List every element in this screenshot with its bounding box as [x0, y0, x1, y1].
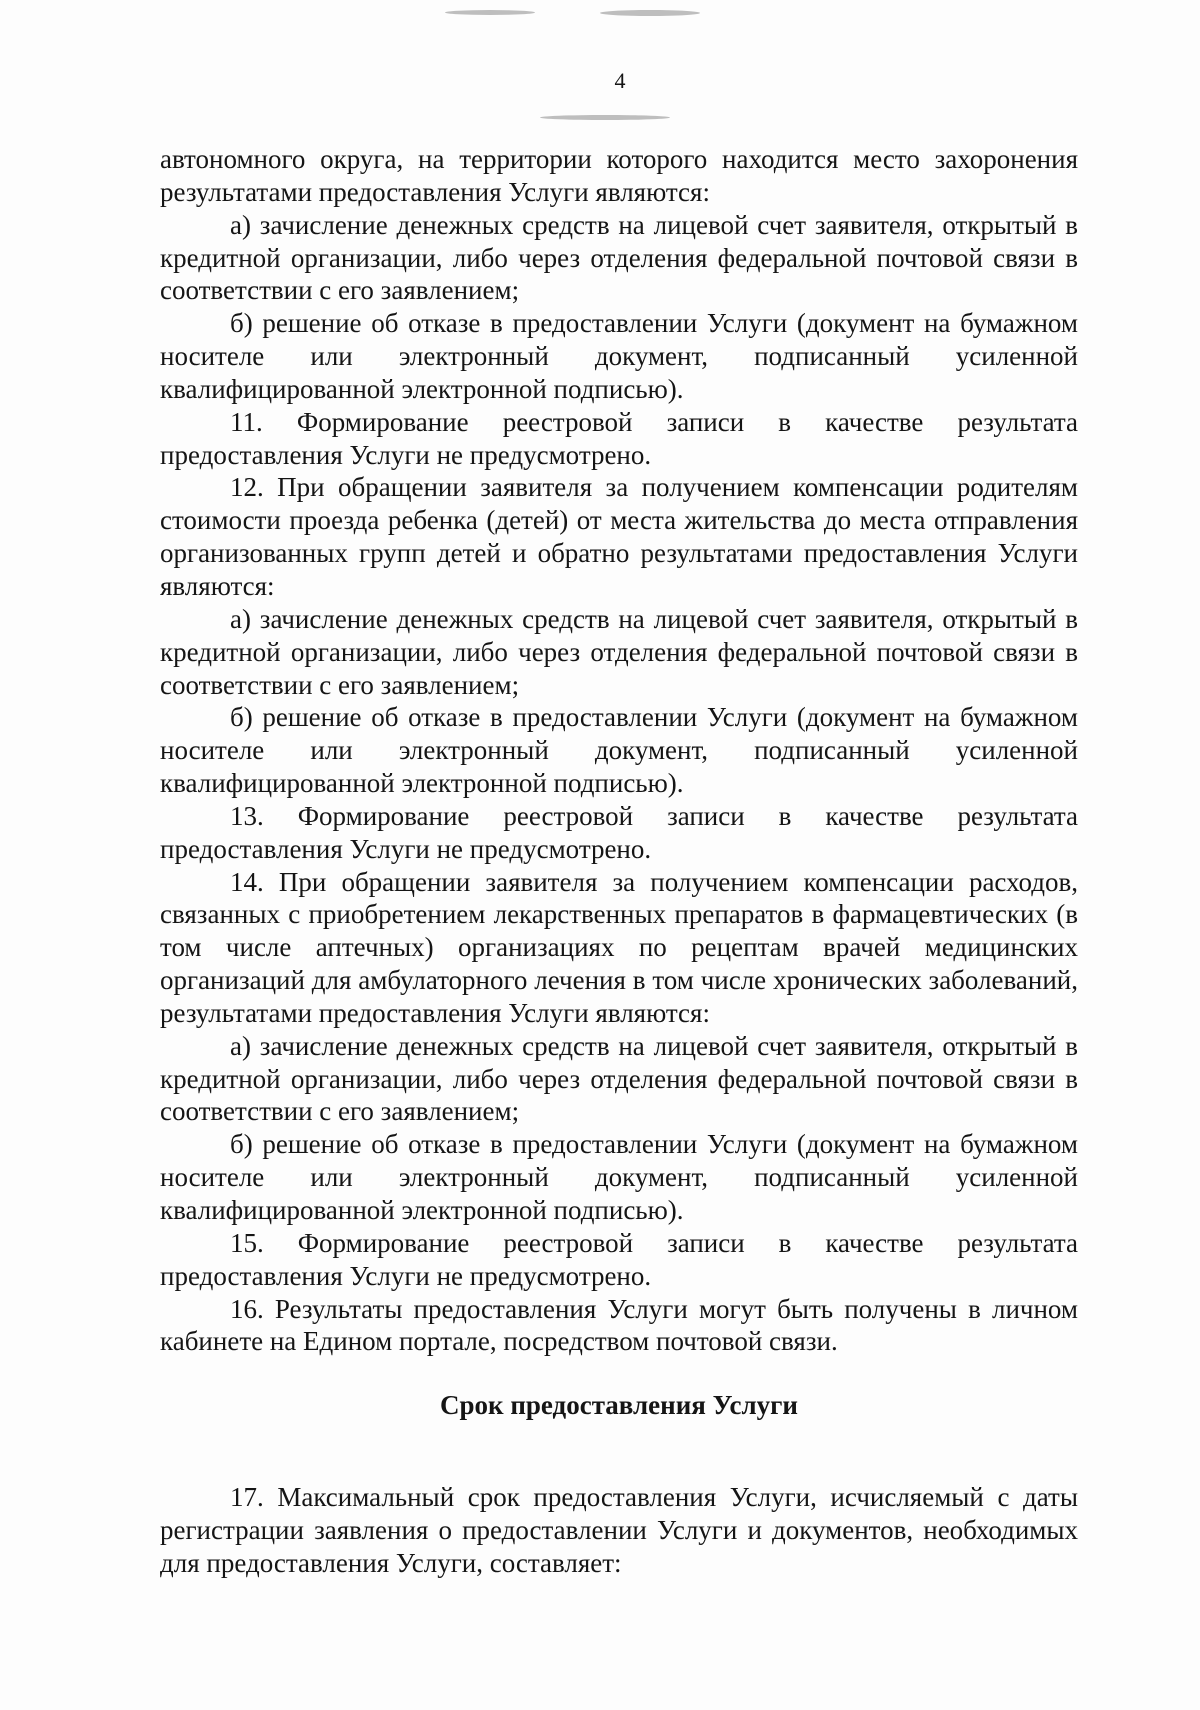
paragraph-13: 13. Формирование реестровой записи в качестве результата предоставления Услуги не предусмотрено.: [160, 800, 1078, 864]
section-heading: Срок предоставления Услуги: [440, 1390, 798, 1420]
paragraph-continuation: автономного округа, на территории которого находится место захоронения результатами предоставления Услуги являются:: [160, 144, 1078, 207]
paragraph-16: 16. Результаты предоставления Услуги могут быть получены в личном кабинете на Едином портале, посредством почтовой связи.: [160, 1293, 1078, 1357]
scan-speck: [445, 10, 535, 15]
page-number: 4: [614, 68, 626, 93]
document-body: [160, 143, 1078, 1358]
paragraph-14: 14. При обращении заявителя за получением компенсации расходов, связанных с приобретением лекарственных препаратов в фармацевтических (в том числе аптечных) организациях по рецептам врачей медицинских организаций для амбулаторного лечения в том числе хронических заболеваний, результатами предоставления Услуги являются:: [160, 866, 1078, 1028]
paragraph-item-b: б) решение об отказе в предоставлении Услуги (документ на бумажном носителе или электронный документ, подписанный усиленной квалифицированной электронной подписью).: [160, 1129, 1078, 1225]
scan-speck: [540, 115, 670, 120]
paragraph-15: 15. Формирование реестровой записи в качестве результата предоставления Услуги не предусмотрено.: [160, 1227, 1078, 1291]
paragraph-12: 12. При обращении заявителя за получением компенсации родителям стоимости проезда ребенка (детей) от места жительства до места отправления организованных групп детей и обратно результатами предоставления Услуги являются:: [160, 472, 1078, 601]
paragraph-item-a: а) зачисление денежных средств на лицевой счет заявителя, открытый в кредитной организации, либо через отделения федеральной почтовой связи в соответствии с его заявлением;: [160, 209, 1078, 306]
paragraph-item-b: б) решение об отказе в предоставлении Услуги (документ на бумажном носителе или электронный документ, подписанный усиленной квалифицированной электронной подписью).: [160, 702, 1078, 799]
section-body: [160, 1481, 1078, 1580]
paragraph-17: 17. Максимальный срок предоставления Услуги, исчисляемый с даты регистрации заявления о предоставлении Услуги и документов, необходимых для предоставления Услуги, составляет:: [160, 1482, 1078, 1578]
paragraph-item-a: а) зачисление денежных средств на лицевой счет заявителя, открытый в кредитной организации, либо через отделения федеральной почтовой связи в соответствии с его заявлением;: [160, 603, 1078, 700]
paragraph-item-a: а) зачисление денежных средств на лицевой счет заявителя, открытый в кредитной организации, либо через отделения федеральной почтовой связи в соответствии с его заявлением;: [160, 1030, 1078, 1127]
paragraph-item-b: б) решение об отказе в предоставлении Услуги (документ на бумажном носителе или электронный документ, подписанный усиленной квалифицированной электронной подписью).: [160, 308, 1078, 404]
paragraph-11: 11. Формирование реестровой записи в качестве результата предоставления Услуги не предусмотрено.: [160, 406, 1078, 470]
scan-speck: [600, 10, 700, 16]
